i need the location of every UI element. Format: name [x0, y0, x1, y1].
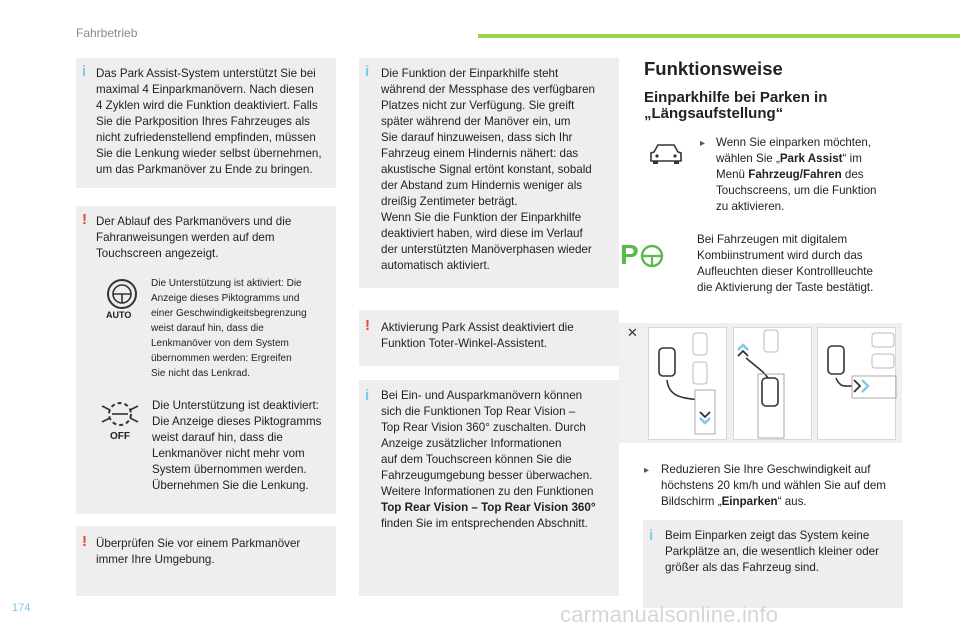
step-activate-text-g: des Touchscreens, um die Funktion zu aktivieren. [716, 168, 877, 213]
warning-text: Überprüfen Sie vor einem Parkmanöver immer Ihre Umgebung. [96, 537, 301, 566]
info-icon: i [649, 527, 654, 544]
step-activate [716, 135, 906, 215]
diagram-panel-1 [648, 327, 727, 440]
info-box-spot-size [643, 520, 903, 608]
park-assist-indicator-icon [620, 238, 666, 277]
diagram-panel-3 [817, 327, 896, 440]
step-reduce-text-a: Reduzieren Sie Ihre Geschwindigkeit auf höchstens 20 km/h und wählen Sie auf dem Bildschirm „ [661, 463, 886, 508]
auto-text: Die Unterstützung ist aktiviert: Die Anzeige dieses Piktogramms und einer Geschwindigkeitsbegrenzung weist darauf hin, dass die Lenkmanöver von dem System übernommen werden: Ergreifen Sie nicht das Lenkrad. [151, 278, 307, 379]
info-icon: i [82, 63, 87, 80]
parking-diagram [619, 323, 902, 443]
step-activate-text-c: “ im Menü [716, 152, 862, 181]
diagram-panel-2 [733, 327, 812, 440]
info-text-end: finden Sie im entsprechenden Abschnitt. [381, 517, 588, 530]
warning-text: Der Ablauf des Parkmanövers und die Fahranweisungen werden auf dem Touchscreen angezeigt. [96, 215, 292, 260]
info-text: Das Park Assist-System unterstützt Sie bei maximal 4 Einparkmanövern. Nach diesen 4 Zyklen wird die Funktion deaktiviert. Falls Sie die Parkposition Ihres Fahrzeuges als nicht zufriedenstellend empfinden, müssen Sie die Lenkung wieder selbst übernehmen, um das Parkmanöver zu Ende zu bringen. [96, 67, 322, 176]
info-text-bold: Top Rear Vision – Top Rear Vision 360° [381, 501, 596, 514]
car-front-icon [648, 142, 684, 171]
off-text: Die Unterstützung ist deaktiviert: Die Anzeige dieses Piktogramms weist darauf hin, dass die Lenkmanöver nicht mehr vom System übernommen werden. Übernehmen Sie die Lenkung. [152, 399, 322, 492]
info-text: Die Funktion der Einparkhilfe steht während der Messphase des verfügbaren Platzes nicht zur Verfügung. Sie greift später während der Manöver ein, um Sie darauf hinzuweisen, dass sich Ihr Fahrzeug einem Hindernis nähert: das akustische Signal ertönt konstant, sobald der Abstand zum Hindernis weniger als dreißig Zentimeter beträgt. Wenn Sie die Funktion der Einparkhilfe deaktiviert haben, wird diese im Verlauf der unterstützten Manöverphasen wieder automatisch aktiviert. [381, 67, 595, 272]
step-activate-menu-vehicle: Fahrzeug [748, 168, 800, 181]
info-icon: i [365, 387, 370, 404]
step-activate-slash: / [799, 168, 804, 181]
watermark: carmanualsonline.info [560, 602, 779, 627]
auto-label: AUTO [106, 310, 132, 320]
warning-box-surroundings [76, 526, 336, 596]
off-label: OFF [110, 431, 130, 442]
section-accent-bar [478, 34, 960, 38]
info-text: Bei Ein- und Ausparkmanövern können sich die Funktionen Top Rear Vision – Top Rear Vision 360° zuschalten. Durch Anzeige zusätzlicher Informationen auf dem Touchscreen können Sie die Fahrzeugumgebung besser überwachen. Weitere Informationen zu den Funktionen [381, 389, 594, 498]
warning-box-touchscreen [76, 206, 336, 514]
steering-off-icon [100, 398, 140, 444]
steering-auto-icon [104, 278, 140, 322]
section-title: Fahrbetrieb [76, 26, 138, 40]
warning-icon: ! [82, 533, 87, 550]
info-text: Beim Einparken zeigt das System keine Parkplätze an, die wesentlich kleiner oder größer als das Fahrzeug sind. [665, 529, 879, 574]
step-reduce-speed [661, 462, 907, 510]
page-number: 174 [12, 602, 31, 614]
step-activate-park-assist: Park Assist [779, 152, 843, 165]
step-reduce-einparken: Einparken [721, 495, 778, 508]
heading-functionality: Funktionsweise [644, 58, 783, 79]
warning-text: Aktivierung Park Assist deaktiviert die Funktion Toter-Winkel-Assistent. [381, 321, 574, 350]
bullet-icon: ▸ [700, 138, 706, 149]
close-icon: ✕ [627, 325, 638, 340]
warning-icon: ! [365, 317, 370, 334]
bullet-icon: ▸ [644, 465, 650, 476]
step-activate-text-a: Wenn Sie einparken möchten, wählen Sie „ [716, 136, 872, 165]
step-reduce-text-c: “ aus. [777, 495, 807, 508]
warning-icon: ! [82, 211, 87, 228]
warning-box-blind-spot [359, 310, 619, 366]
indicator-text: Bei Fahrzeugen mit digitalem Kombiinstrument wird durch das Aufleuchten dieser Kontrollleuchte die Aktivierung der Taste bestätigt. [697, 233, 874, 294]
svg-text:P: P [620, 239, 639, 270]
info-icon: i [365, 63, 370, 80]
info-box-measurement [359, 58, 619, 288]
info-box-limit [76, 58, 336, 188]
info-box-top-rear-vision [359, 380, 619, 596]
step-activate-menu-drive: Fahren [803, 168, 842, 181]
subheading-parallel-parking: Einparkhilfe bei Parken in „Längsaufstellung“ [644, 89, 828, 122]
